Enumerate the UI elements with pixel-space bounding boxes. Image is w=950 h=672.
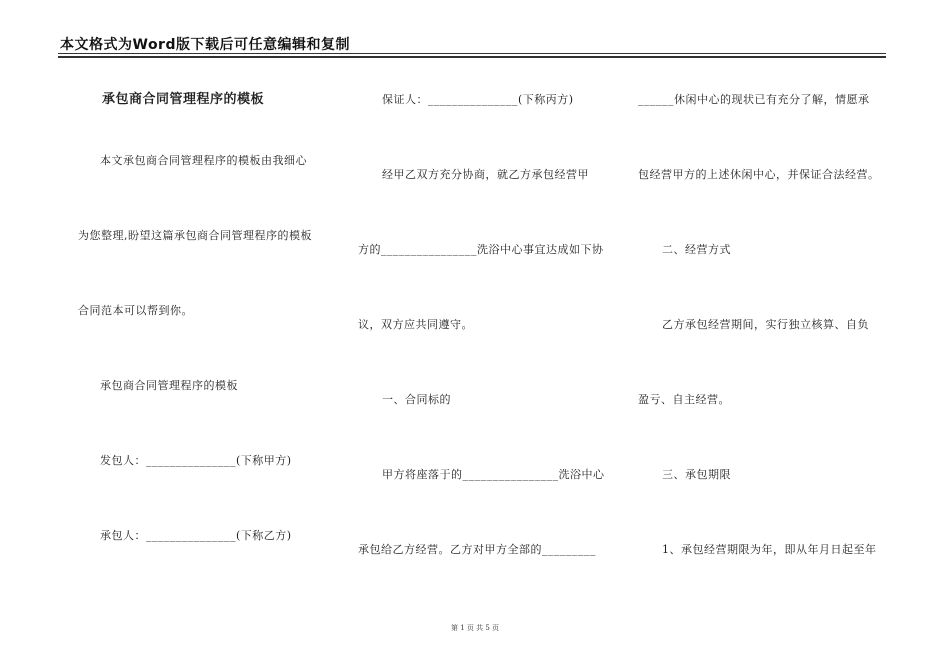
section-heading: 承包商合同管理程序的模板 — [100, 379, 238, 392]
paragraph-line: 经甲乙双方充分协商，就乙方承包经营甲 — [382, 168, 589, 181]
paragraph-line: 甲方将座落于的________________洗浴中心 — [382, 468, 605, 481]
document-banner: 本文格式为Word版下载后可任意编辑和复制 — [60, 37, 350, 53]
paragraph-line: 盈亏、自主经营。 — [638, 393, 730, 406]
section-heading: 一、合同标的 — [382, 393, 451, 406]
paragraph-line: 乙方承包经营期间，实行独立核算、自负 — [662, 318, 869, 331]
paragraph-line: 承包给乙方经营。乙方对甲方全部的_________ — [358, 543, 596, 556]
document-title: 承包商合同管理程序的模板 — [102, 92, 265, 107]
paragraph-line: 1、承包经营期限为年，即从年月日起至年 — [662, 543, 877, 556]
party-line-contractor: 承包人：_______________(下称乙方) — [100, 529, 292, 542]
paragraph-line: 合同范本可以帮到你。 — [78, 304, 193, 317]
paragraph-line: 本文承包商合同管理程序的模板由我细心 — [100, 154, 307, 167]
party-line-employer: 发包人：_______________(下称甲方) — [100, 454, 292, 467]
page-indicator: 第 1 页 共 5 页 — [450, 624, 500, 632]
banner-rule-thin — [58, 53, 886, 54]
party-line-guarantor: 保证人：_______________(下称丙方) — [382, 93, 574, 106]
section-heading: 二、经营方式 — [662, 243, 731, 256]
paragraph-line: 方的________________洗浴中心事宜达成如下协 — [358, 243, 604, 256]
paragraph-line: 为您整理,盼望这篇承包商合同管理程序的模板 — [78, 229, 312, 242]
paragraph-line: 议，双方应共同遵守。 — [358, 318, 473, 331]
banner-rule-thick — [58, 56, 886, 58]
paragraph-line: 包经营甲方的上述休闲中心，并保证合法经营。 — [638, 168, 880, 181]
section-heading: 三、承包期限 — [662, 468, 731, 481]
paragraph-line: ______休闲中心的现状已有充分了解，情愿承 — [638, 93, 870, 106]
